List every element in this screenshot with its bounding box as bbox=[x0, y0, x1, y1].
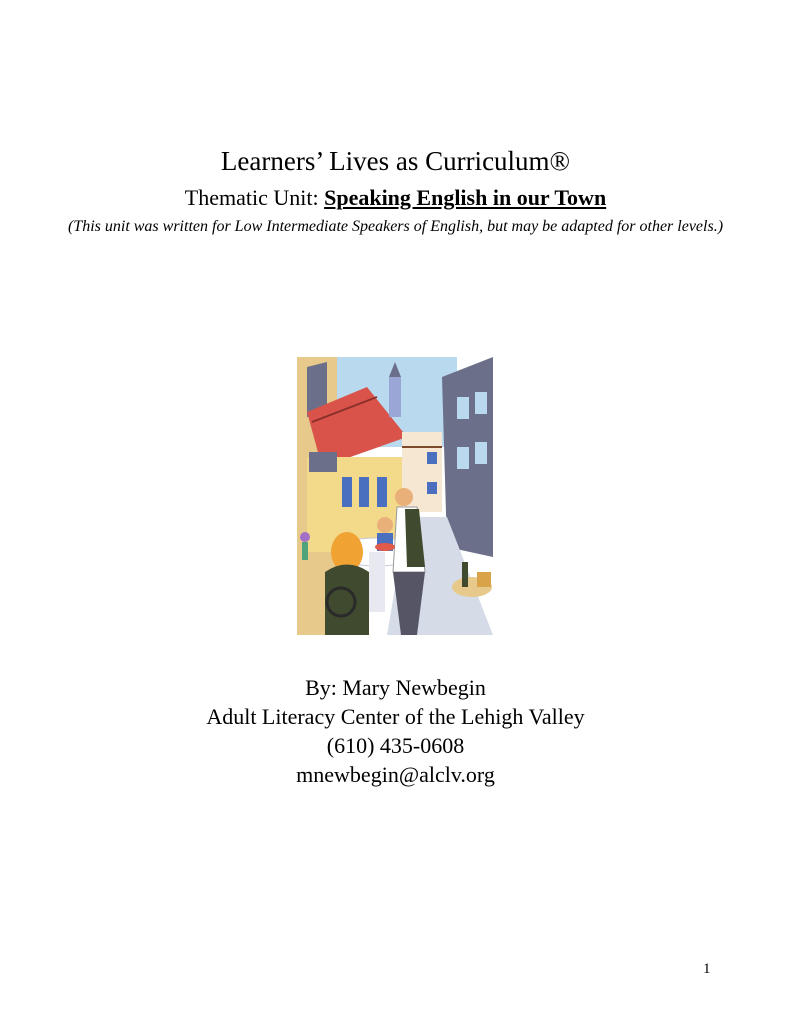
level-note: (This unit was written for Low Intermediate Speakers of English, but may be adapted for other levels.) bbox=[67, 218, 724, 235]
email-address[interactable]: mnewbegin@alclv.org bbox=[296, 762, 495, 787]
cafe-street-illustration bbox=[297, 357, 493, 635]
organization-name: Adult Literacy Center of the Lehigh Valley bbox=[206, 704, 585, 729]
document-title: Learners’ Lives as Curriculum® bbox=[220, 146, 571, 176]
phone-number: (610) 435-0608 bbox=[326, 733, 465, 758]
page-number: 1 bbox=[703, 961, 711, 977]
author-block bbox=[0, 673, 791, 789]
author-name: By: Mary Newbegin bbox=[305, 675, 486, 700]
unit-name: Speaking English in our Town bbox=[324, 185, 607, 210]
unit-heading bbox=[0, 184, 791, 212]
unit-prefix: Thematic Unit: bbox=[184, 185, 325, 210]
